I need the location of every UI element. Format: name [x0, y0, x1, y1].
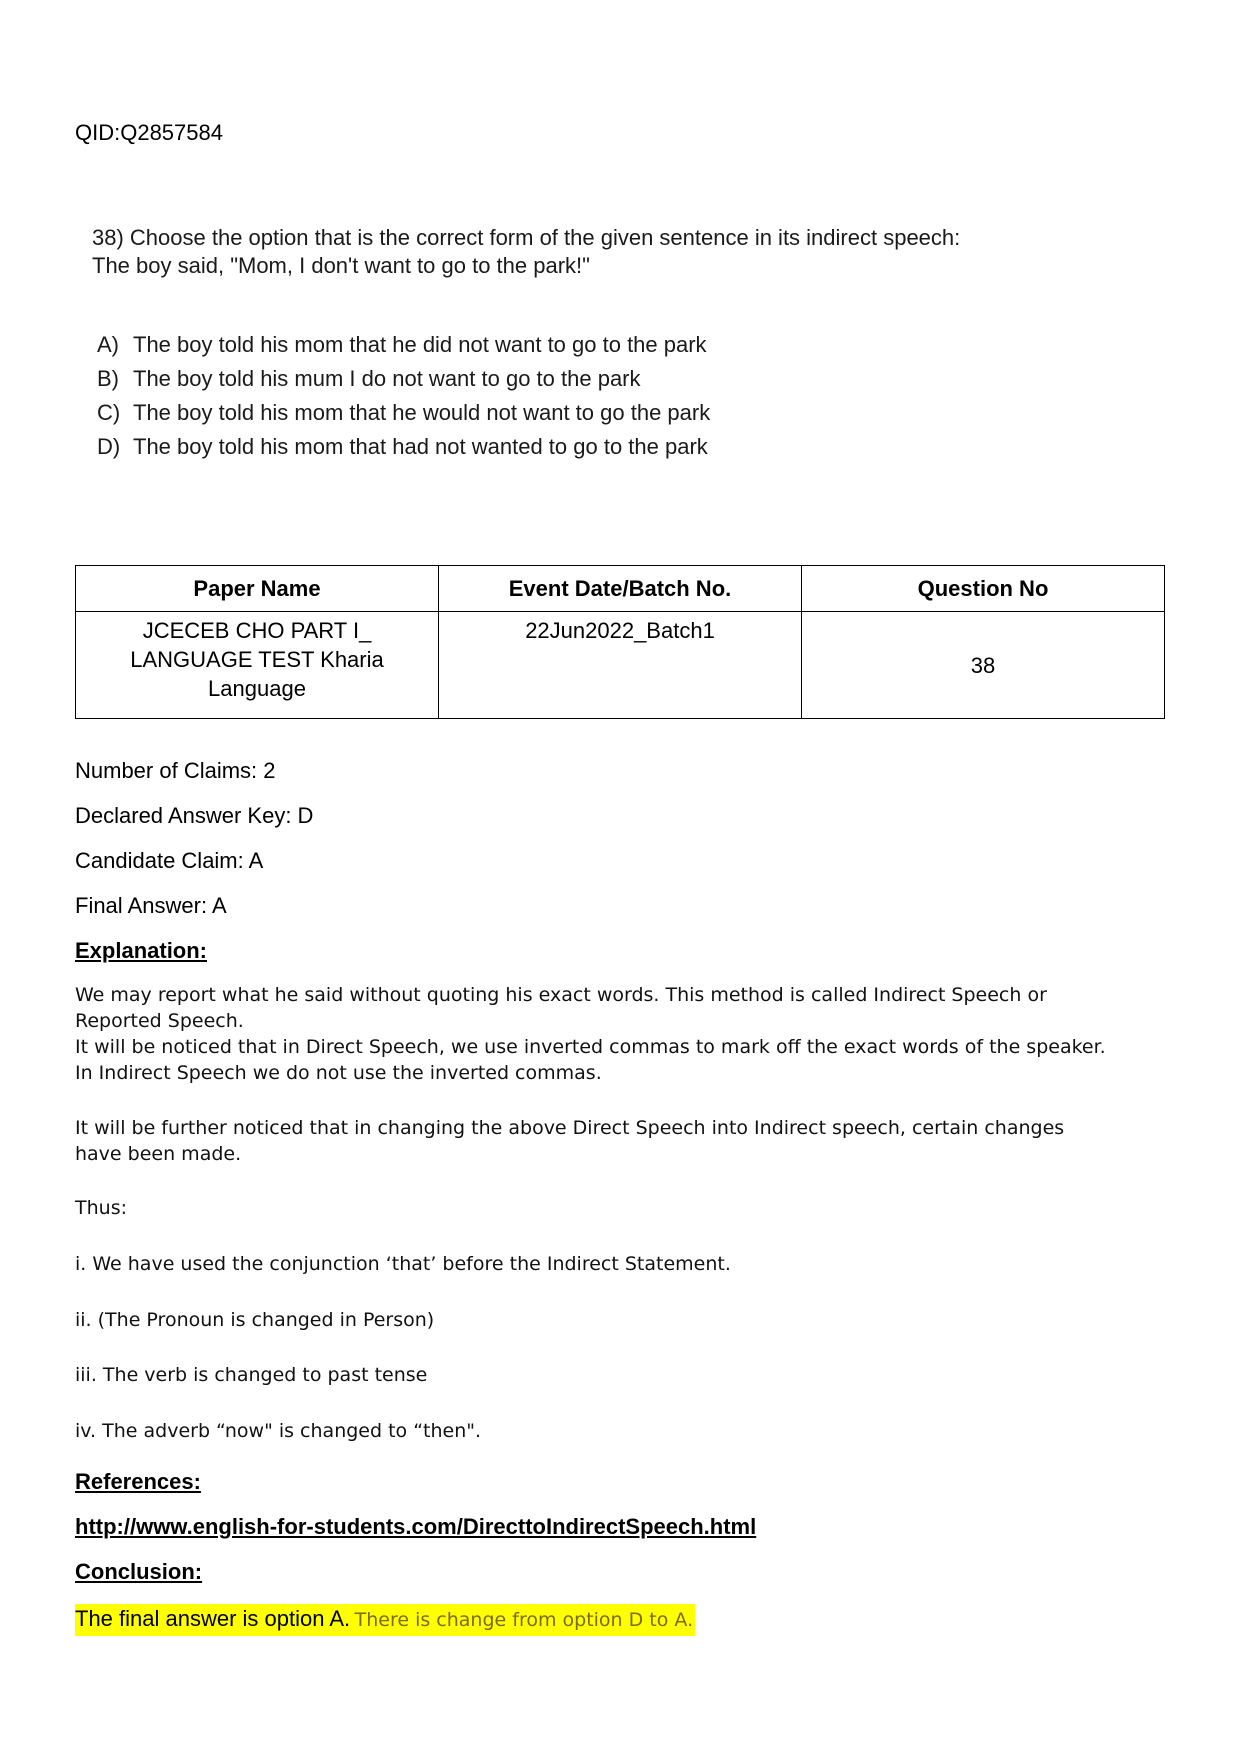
option-c [97, 396, 710, 430]
header-question-no: Question No [802, 566, 1165, 612]
option-text: The boy told his mum I do not want to go to the park [133, 366, 641, 391]
cell-question-no: 38 [802, 612, 1165, 719]
option-letter: B) [97, 366, 119, 391]
table-header-row [76, 566, 1165, 612]
option-letter: A) [97, 332, 119, 357]
references-heading: References: [75, 1469, 201, 1494]
table-row [76, 612, 1165, 719]
conclusion-text: The final answer is option A. [75, 1606, 351, 1631]
header-paper-name: Paper Name [76, 566, 439, 612]
option-b [97, 362, 710, 396]
explanation-point-iv: iv. The adverb “now" is changed to “then". [75, 1420, 482, 1442]
paper-name-line: JCECEB CHO PART I_ [142, 618, 372, 643]
explanation-point-i: i. We have used the conjunction ‘that’ before the Indirect Statement. [75, 1253, 731, 1275]
declared-answer-key: Declared Answer Key: D [75, 803, 314, 828]
explanation-line: It will be noticed that in Direct Speech, we use inverted commas to mark off the exact words of the speaker. [75, 1036, 1106, 1058]
paper-info-table [75, 565, 1165, 719]
header-event-date: Event Date/Batch No. [439, 566, 802, 612]
cell-event-date: 22Jun2022_Batch1 [439, 612, 802, 719]
option-text: The boy told his mom that he would not want to go the park [133, 400, 711, 425]
explanation-paragraph-2 [75, 1115, 1185, 1167]
paper-name-line: Language [208, 676, 306, 701]
option-letter: C) [97, 400, 121, 425]
option-a [97, 328, 710, 362]
final-answer: Final Answer: A [75, 893, 227, 918]
qid-label: QID:Q2857584 [75, 120, 223, 145]
question-options [97, 328, 710, 464]
question-stem [92, 224, 960, 280]
explanation-line: We may report what he said without quoting his exact words. This method is called Indirect Speech or [75, 984, 1047, 1006]
paper-name-line: LANGUAGE TEST Kharia [130, 647, 384, 672]
reference-link[interactable]: http://www.english-for-students.com/DirecttoIndirectSpeech.html [75, 1514, 757, 1539]
conclusion-heading: Conclusion: [75, 1559, 203, 1584]
candidate-claim: Candidate Claim: A [75, 848, 264, 873]
explanation-line: Reported Speech. [75, 1010, 244, 1032]
question-stem-quote: The boy said, "Mom, I don't want to go to the park!" [92, 253, 590, 278]
explanation-point-iii: iii. The verb is changed to past tense [75, 1364, 428, 1386]
explanation-line: In Indirect Speech we do not use the inverted commas. [75, 1062, 602, 1084]
explanation-paragraph-1 [75, 982, 1185, 1086]
explanation-heading: Explanation: [75, 938, 208, 963]
cell-paper-name [76, 612, 439, 719]
conclusion-highlight [75, 1604, 695, 1636]
conclusion-change-note: There is change from option D to A. [354, 1609, 694, 1631]
explanation-line: It will be further noticed that in changing the above Direct Speech into Indirect speech, certain changes [75, 1117, 1065, 1139]
option-letter: D) [97, 434, 121, 459]
number-of-claims: Number of Claims: 2 [75, 758, 276, 783]
explanation-thus: Thus: [75, 1197, 127, 1219]
option-text: The boy told his mom that he did not want to go to the park [133, 332, 707, 357]
question-stem-line: 38) Choose the option that is the correct form of the given sentence in its indirect speech: [92, 225, 961, 250]
option-text: The boy told his mom that had not wanted to go to the park [133, 434, 708, 459]
option-d [97, 430, 710, 464]
explanation-line: have been made. [75, 1143, 242, 1165]
explanation-point-ii: ii. (The Pronoun is changed in Person) [75, 1309, 435, 1331]
